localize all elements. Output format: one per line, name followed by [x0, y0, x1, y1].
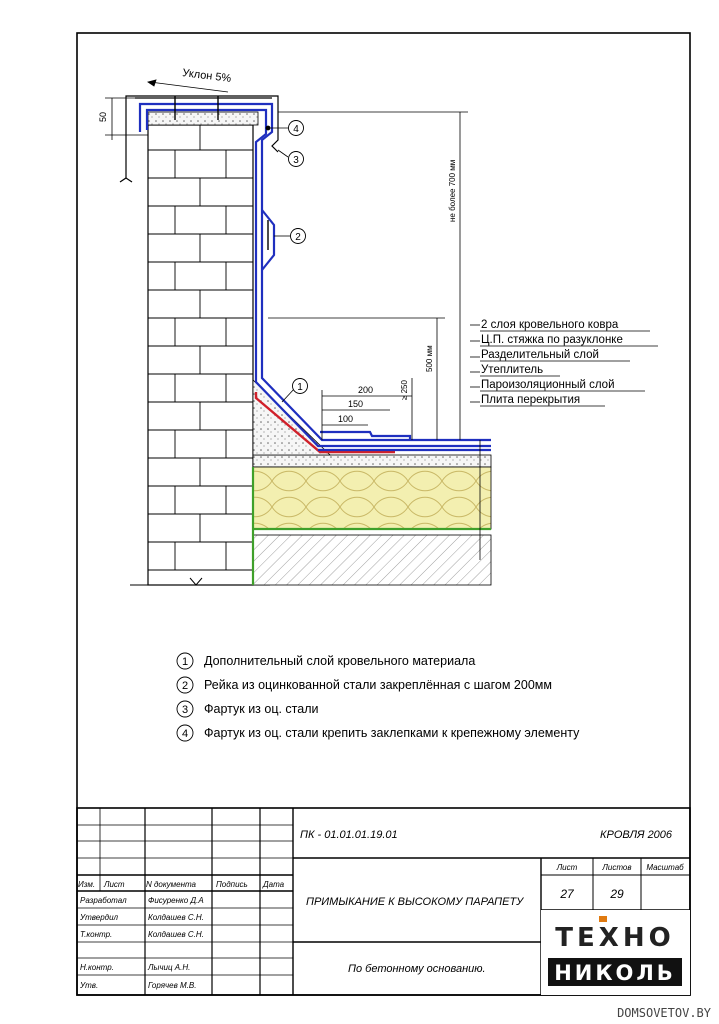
header-izm: Изм.	[78, 880, 96, 889]
legend-number: 4	[181, 728, 189, 740]
layer-label: Разделительный слой	[481, 349, 599, 361]
role-label: Разработал	[80, 896, 127, 905]
role-label: Утвердил	[80, 913, 119, 922]
callout-4: 4	[293, 124, 299, 135]
person-name: Колдашев С.Н.	[148, 930, 204, 939]
doc-code: ПК - 01.01.01.19.01	[300, 829, 398, 841]
slab-layer	[253, 535, 491, 585]
dim-50: 50	[98, 111, 108, 122]
brick-wall	[130, 125, 270, 585]
dim-250: ≥ 250	[400, 380, 409, 400]
dim-200: 200	[358, 385, 374, 395]
screed-layer	[253, 455, 491, 467]
person-name: Лычиц А.Н.	[148, 963, 191, 972]
legend-number: 1	[181, 656, 189, 668]
header-date: Дата	[263, 880, 285, 889]
parapet-cap	[148, 112, 258, 125]
person-name: Горячев М.В.	[148, 981, 197, 990]
layer-labels	[481, 319, 623, 406]
layer-label: 2 слоя кровельного ковра	[481, 319, 619, 331]
dim-700: не более 700 мм	[448, 159, 457, 222]
dim-100: 100	[338, 414, 354, 424]
role-label: Н.контр.	[80, 963, 114, 972]
legend-text: Дополнительный слой кровельного материала	[204, 654, 476, 668]
sheets-label: Листов	[602, 863, 632, 872]
drawing-callouts	[289, 121, 308, 394]
logo-bottom-text: НИКОЛЬ	[554, 961, 676, 985]
legend-text: Фартук из оц. стали крепить заклепками к крепежному элементу	[204, 726, 580, 740]
role-label: Т.контр.	[80, 930, 113, 939]
drawing-subtitle: По бетонному основанию.	[348, 963, 486, 975]
leader-lines	[270, 128, 658, 406]
header-list: Лист	[104, 880, 125, 889]
header-signature: Подпись	[216, 880, 248, 889]
callout-1: 1	[297, 382, 303, 393]
role-label: Утв.	[80, 981, 99, 990]
dim-150: 150	[348, 399, 364, 409]
legend-text: Рейка из оцинкованной стали закреплённая с шагом 200мм	[204, 678, 552, 692]
header-doc: N документа	[146, 880, 197, 889]
sheet-label: Лист	[556, 863, 578, 872]
legend	[177, 653, 580, 741]
drawing-title: ПРИМЫКАНИЕ К ВЫСОКОМУ ПАРАПЕТУ	[306, 896, 524, 908]
legend-number: 2	[181, 680, 189, 692]
layer-label: Ц.П. стяжка по разуклонке	[481, 334, 623, 346]
slope-label: Уклон 5%	[181, 67, 232, 85]
legend-text: Фартук из оц. стали	[204, 702, 319, 716]
callout-2: 2	[295, 232, 301, 243]
person-name: Колдашев С.Н.	[148, 913, 204, 922]
callout-3: 3	[293, 155, 299, 166]
sheet-count: 29	[610, 887, 624, 901]
technonicol-logo	[541, 910, 690, 995]
layer-label: Пароизоляционный слой	[481, 379, 615, 391]
insulation-layer	[253, 467, 491, 529]
section-name: КРОВЛЯ 2006	[600, 829, 673, 841]
logo-top-text: ТЕХНО	[555, 923, 675, 953]
layer-label: Утеплитель	[481, 364, 544, 376]
watermark: DOMSOVETOV.BY	[617, 1006, 711, 1020]
section-drawing	[98, 67, 658, 585]
scale-label: Масштаб	[646, 863, 684, 872]
dim-500: 500 мм	[425, 345, 434, 372]
layer-label: Плита перекрытия	[481, 394, 581, 406]
legend-number: 3	[181, 704, 189, 716]
person-name: Фисуренко Д.А	[148, 896, 204, 905]
sheet-number: 27	[560, 887, 574, 901]
